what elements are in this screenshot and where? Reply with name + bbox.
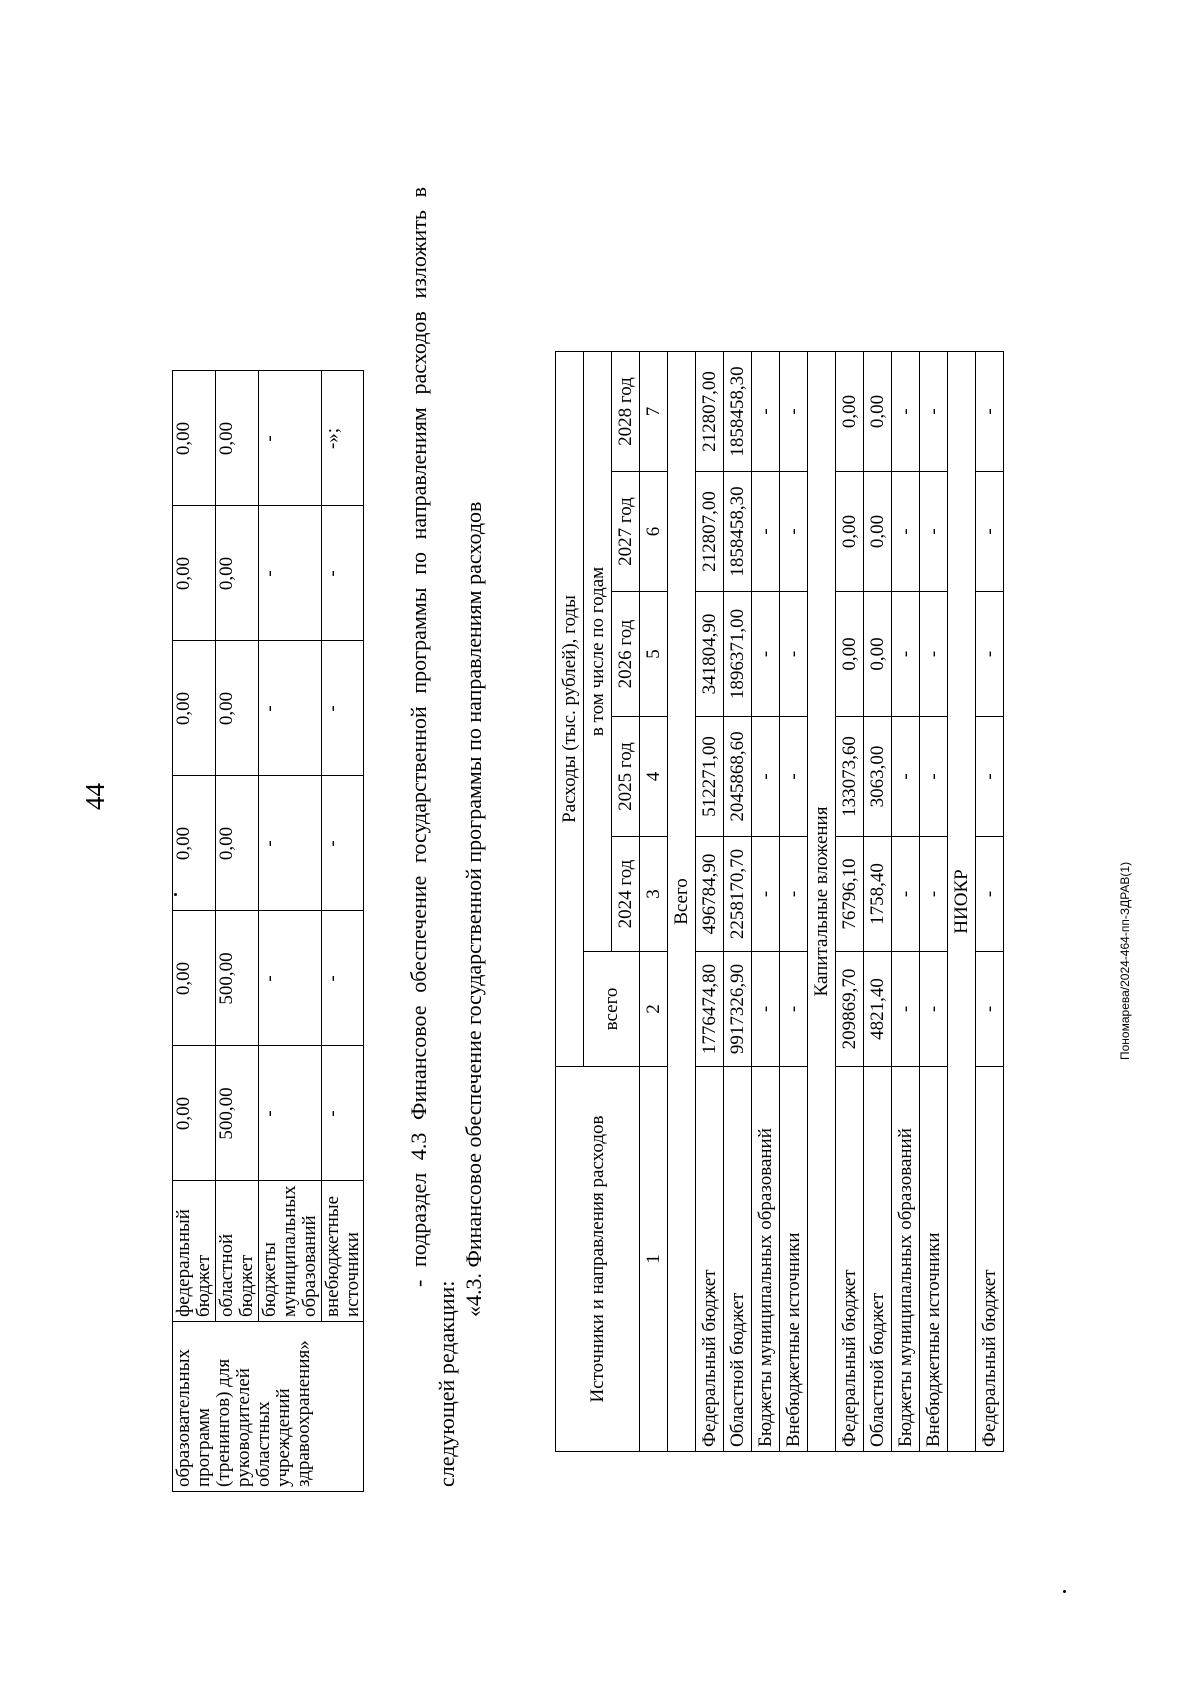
header-by-years: в том числе по годам: [584, 352, 612, 952]
top-table-value: -: [258, 371, 321, 506]
row-value: -: [780, 592, 808, 717]
top-table-value: 0,00: [215, 506, 258, 641]
top-table-value: -: [258, 776, 321, 911]
top-table-value: -: [258, 1046, 321, 1181]
header-column-number: 2: [640, 952, 668, 1067]
row-value: -: [920, 717, 948, 837]
header-expenses: Расходы (тыс. рублей), годы: [556, 352, 584, 1067]
section-row: [948, 352, 976, 1452]
top-table-value: -: [321, 506, 364, 641]
row-value: 4821,40: [864, 952, 892, 1067]
row-label: Бюджеты муниципальных образований: [752, 1067, 780, 1452]
row-value: -: [976, 952, 1004, 1067]
section-row: [808, 352, 836, 1452]
row-value: -: [780, 717, 808, 837]
header-column-number: 5: [640, 592, 668, 717]
row-value: 76796,10: [836, 837, 864, 952]
top-table-value: 0,00: [215, 776, 258, 911]
row-value: 212807,00: [696, 352, 724, 472]
row-value: 1776474,80: [696, 952, 724, 1067]
top-table-value: -: [258, 506, 321, 641]
top-table-value: 500,00: [215, 1046, 258, 1181]
row-value: 1858458,30: [724, 352, 752, 472]
row-value: 3063,00: [864, 717, 892, 837]
top-table-source: областной бюджет: [215, 1181, 258, 1322]
paragraph-line-2: следующей редакции:: [433, 1280, 459, 1487]
row-value: 341804,90: [696, 592, 724, 717]
row-value: 1896371,00: [724, 592, 752, 717]
header-column-number: 1: [640, 1067, 668, 1452]
row-value: 0,00: [836, 352, 864, 472]
row-value: -: [976, 592, 1004, 717]
top-table-row: [173, 371, 216, 1492]
table-row: [780, 352, 808, 1452]
top-table-value: 0,00: [173, 911, 216, 1046]
top-table-value: -: [321, 1046, 364, 1181]
table-row: [836, 352, 864, 1452]
row-value: -: [892, 837, 920, 952]
section-title: Капитальные вложения: [808, 352, 836, 1452]
row-label: Федеральный бюджет: [836, 1067, 864, 1452]
row-value: -: [780, 472, 808, 592]
row-value: -: [780, 352, 808, 472]
row-value: 1858458,30: [724, 472, 752, 592]
rotated-page-content: [0, 137, 1200, 1697]
top-table-value: 0,00: [173, 1046, 216, 1181]
section-title: НИОКР: [948, 352, 976, 1452]
row-value: 2045868,60: [724, 717, 752, 837]
financing-table: [555, 351, 1004, 1452]
table-row: [864, 352, 892, 1452]
paragraph: [405, 187, 488, 1487]
paragraph-line-1: - подраздел 4.3 Финансовое обеспечение государственной программы по направлениям расходов изложить в: [406, 187, 431, 1287]
row-value: 209869,70: [836, 952, 864, 1067]
row-value: -: [752, 592, 780, 717]
row-value: -: [892, 472, 920, 592]
header-year: 2025 год: [612, 717, 640, 837]
row-value: -: [920, 952, 948, 1067]
top-table-value: -»;: [321, 371, 364, 506]
row-value: -: [976, 717, 1004, 837]
table-row: [892, 352, 920, 1452]
row-value: -: [920, 472, 948, 592]
header-column-number: 7: [640, 352, 668, 472]
row-value: -: [892, 952, 920, 1067]
row-label: Федеральный бюджет: [976, 1067, 1004, 1452]
table-row: [696, 352, 724, 1452]
row-value: 0,00: [864, 472, 892, 592]
row-value: -: [892, 717, 920, 837]
top-table-value: -: [321, 911, 364, 1046]
row-value: -: [780, 952, 808, 1067]
row-value: 2258170,70: [724, 837, 752, 952]
table-row: [976, 352, 1004, 1452]
row-value: -: [752, 837, 780, 952]
row-value: 0,00: [836, 592, 864, 717]
header-sources: Источники и направления расходов: [556, 1067, 640, 1452]
header-year: 2027 год: [612, 472, 640, 592]
top-table-value: 0,00: [173, 641, 216, 776]
row-value: -: [752, 952, 780, 1067]
top-table-value: 0,00: [173, 371, 216, 506]
header-column-number: 4: [640, 717, 668, 837]
row-value: -: [892, 352, 920, 472]
row-value: -: [920, 352, 948, 472]
top-table-source: бюджеты муниципальных образований: [258, 1181, 321, 1322]
row-value: 212807,00: [696, 472, 724, 592]
section-row: [668, 352, 696, 1452]
header-year: 2024 год: [612, 837, 640, 952]
top-table-value: -: [258, 911, 321, 1046]
top-table-value: 0,00: [173, 506, 216, 641]
header-column-number: 3: [640, 837, 668, 952]
top-table-value: -: [258, 641, 321, 776]
row-value: 1758,40: [864, 837, 892, 952]
row-label: Областной бюджет: [724, 1067, 752, 1452]
row-value: -: [780, 837, 808, 952]
row-value: -: [752, 352, 780, 472]
row-value: -: [920, 592, 948, 717]
top-table-value: 0,00: [173, 776, 216, 911]
section-title: Всего: [668, 352, 696, 1452]
top-table: [172, 370, 364, 1492]
row-value: -: [976, 472, 1004, 592]
row-value: 512271,00: [696, 717, 724, 837]
top-table-value: -: [321, 641, 364, 776]
row-value: -: [976, 837, 1004, 952]
top-table-value: -: [321, 776, 364, 911]
header-year: 2026 год: [612, 592, 640, 717]
row-value: 0,00: [864, 352, 892, 472]
row-label: Федеральный бюджет: [696, 1067, 724, 1452]
row-value: -: [892, 592, 920, 717]
row-label: Внебюджетные источники: [780, 1067, 808, 1452]
row-value: 9917326,90: [724, 952, 752, 1067]
top-table-source: внебюджетные источники: [321, 1181, 364, 1322]
table-row: [920, 352, 948, 1452]
row-value: 0,00: [864, 592, 892, 717]
row-label: Областной бюджет: [864, 1067, 892, 1452]
top-table-source: федеральный бюджет: [173, 1181, 216, 1322]
table-row: [752, 352, 780, 1452]
row-value: -: [976, 352, 1004, 472]
row-value: -: [752, 717, 780, 837]
top-table-value: 0,00: [215, 641, 258, 776]
document-stamp: Пономарева/2024-464-пп-ЗДРАВ(1): [1118, 861, 1132, 1060]
row-value: 0,00: [836, 472, 864, 592]
top-table-row-label: образовательных программ (тренингов) для руководителей областных учреждений здравоохранения»: [173, 1322, 364, 1492]
row-label: Бюджеты муниципальных образований: [892, 1067, 920, 1452]
row-value: -: [920, 837, 948, 952]
row-value: 133073,60: [836, 717, 864, 837]
header-total: всего: [584, 952, 640, 1067]
table-caption: «4.3. Финансовое обеспечение государственной программы по направлениям расходов: [461, 501, 486, 1317]
top-table-value: 0,00: [215, 371, 258, 506]
row-value: 496784,90: [696, 837, 724, 952]
table-row: [724, 352, 752, 1452]
row-label: Внебюджетные источники: [920, 1067, 948, 1452]
top-table-value: 500,00: [215, 911, 258, 1046]
row-value: -: [752, 472, 780, 592]
page-number: 44: [80, 783, 110, 810]
header-column-number: 6: [640, 472, 668, 592]
header-year: 2028 год: [612, 352, 640, 472]
